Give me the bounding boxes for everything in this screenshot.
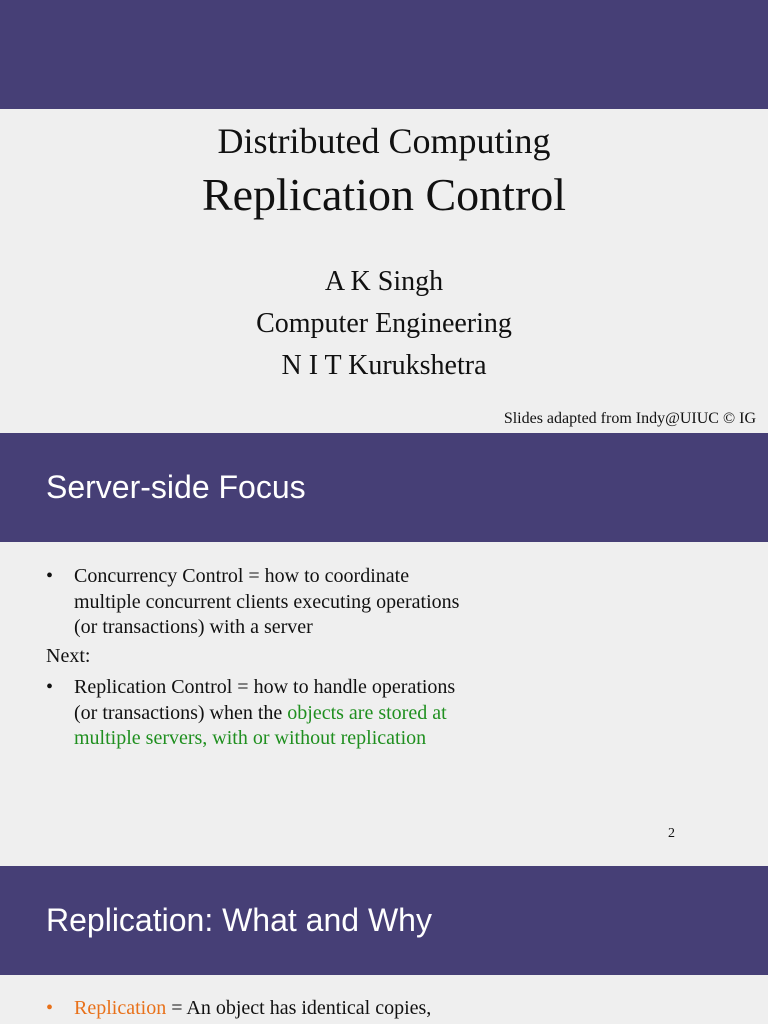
slide1-credit: Slides adapted from Indy@UIUC © IG bbox=[503, 410, 756, 427]
highlight-text: multiple servers, with or without replication bbox=[74, 727, 427, 749]
slide1-department: Computer Engineering bbox=[256, 308, 512, 339]
bullet-line-plain: = An object has identical copies, bbox=[166, 997, 432, 1019]
slide2-bullet-concurrency bbox=[46, 564, 566, 644]
term-text: Replication bbox=[74, 997, 167, 1019]
bullet-line: Concurrency Control = how to coordinate bbox=[74, 565, 410, 587]
slide3-header-band bbox=[0, 866, 768, 975]
slide1-title-line2: Replication Control bbox=[201, 169, 567, 220]
slide1-author: A K Singh bbox=[324, 266, 444, 297]
bullet-text bbox=[74, 675, 544, 752]
slide2-page-number: 2 bbox=[668, 826, 675, 841]
slide3-bullet-replication bbox=[46, 996, 566, 1024]
slide3-title: Replication: What and Why bbox=[46, 902, 432, 938]
slide2-next-label: Next: bbox=[46, 645, 91, 667]
bullet-line: (or transactions) with a server bbox=[74, 616, 313, 638]
slide2-title: Server-side Focus bbox=[46, 469, 306, 505]
bullet-marker: • bbox=[46, 565, 54, 587]
bullet-marker: • bbox=[46, 676, 54, 698]
slide1-title-line1: Distributed Computing bbox=[217, 121, 551, 161]
slide2-bullet-replication bbox=[46, 675, 566, 755]
slide1-header-band bbox=[0, 0, 768, 109]
bullet-line: multiple concurrent clients executing operations bbox=[74, 590, 460, 613]
bullet-marker: • bbox=[46, 997, 54, 1019]
bullet-text bbox=[74, 996, 544, 1022]
bullet-line-plain: (or transactions) when the bbox=[74, 701, 288, 724]
bullet-text bbox=[74, 564, 544, 641]
slide2-header-band bbox=[0, 433, 768, 542]
highlight-text: objects are stored at bbox=[287, 701, 447, 724]
slide1-institute: N I T Kurukshetra bbox=[281, 350, 487, 381]
bullet-line bbox=[74, 701, 544, 727]
bullet-line: Replication Control = how to handle operations bbox=[74, 676, 456, 698]
